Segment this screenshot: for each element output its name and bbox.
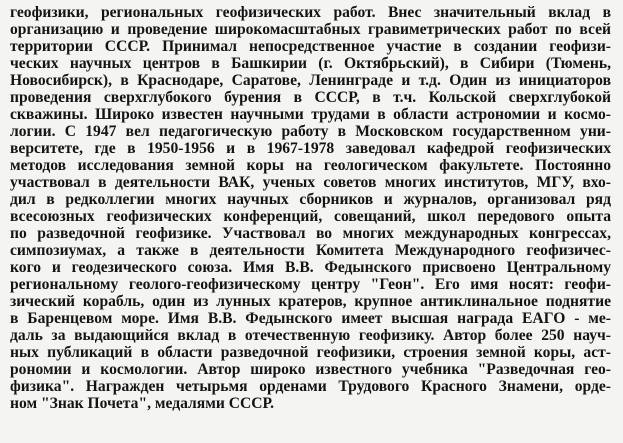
text-line: Новосибирск), в Краснодаре, Саратове, Ленинграде и т.д. Один из инициаторов [10, 72, 611, 89]
text-line: территории СССР. Принимал непосредственное участие в создании геофизи- [10, 38, 611, 55]
text-line: ных публикаций в области разведочной геофизики, строения земной коры, аст- [10, 344, 611, 361]
text-line: проведения сверхглубокого бурения в СССР, в т.ч. Кольской сверхглубокой [10, 89, 611, 106]
text-line: геофизики, региональных геофизических работ. Внес значительный вклад в [10, 4, 611, 21]
text-line: верситете, где в 1950-1956 и в 1967-1978 заведовал кафедрой геофизических [10, 140, 611, 157]
text-line: зический корабль, один из лунных кратеров, крупное антиклинальное поднятие [10, 293, 611, 310]
text-line: скважины. Широко известен научными трудами в области астрономии и космо- [10, 106, 611, 123]
text-line: методов исследования земной коры на геологическом факультете. Постоянно [10, 157, 611, 174]
text-line: всесоюзных геофизических конференций, совещаний, школ передового опыта [10, 208, 611, 225]
text-line: логии. С 1947 вел педагогическую работу в Московском государственном уни- [10, 123, 611, 140]
text-line: рономии и космологии. Автор широко известного учебника "Разведочная гео- [10, 361, 611, 378]
text-block [10, 4, 611, 412]
text-line: ном "Знак Почета", медалями СССР. [10, 395, 275, 412]
text-line: дил в редколлегии многих научных сборников и журналов, организовал ряд [10, 191, 611, 208]
text-line: даль за выдающийся вклад в отечественную геофизику. Автор более 250 науч- [10, 327, 611, 344]
text-line: участвовал в деятельности ВАК, ученых советов многих институтов, МГУ, вхо- [10, 174, 611, 191]
text-line: региональному геолого-геофизическому центру "Геон". Его имя носят: геофи- [10, 276, 611, 293]
text-line: по разведочной геофизике. Участвовал во многих международных конгрессах, [10, 225, 611, 242]
text-line: ческих научных центров в Башкирии (г. Октябрьский), в Сибири (Тюмень, [10, 55, 611, 72]
text-line: кого и геодезического союза. Имя В.В. Федынского присвоено Центральному [10, 259, 611, 276]
text-line: физика". Награжден четырьмя орденами Трудового Красного Знамени, орде- [10, 378, 611, 395]
text-line: симпозиумах, а также в деятельности Комитета Международного геофизичес- [10, 242, 611, 259]
text-line: организацию и проведение широкомасштабных гравиметрических работ по всей [10, 21, 611, 38]
text-line: в Баренцевом море. Имя В.В. Федынского имеет высшая награда ЕАГО - ме- [10, 310, 611, 327]
